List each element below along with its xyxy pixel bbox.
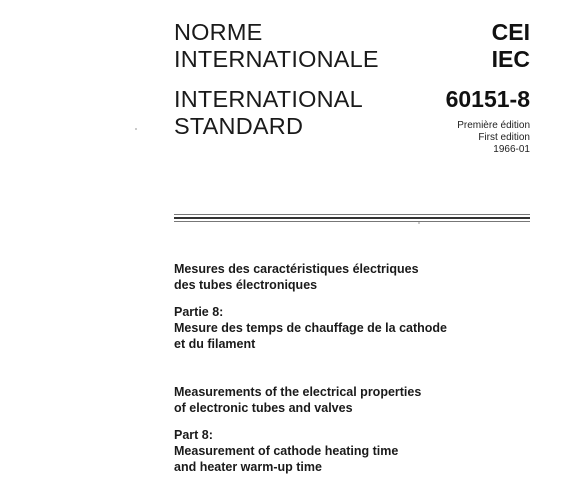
en-part-title-2: and heater warm-up time (174, 460, 322, 474)
edition-en: First edition (478, 132, 530, 143)
en-part-title-1: Measurement of cathode heating time (174, 444, 399, 458)
en-title-line-2: STANDARD (174, 113, 304, 139)
fr-title-line-2: INTERNATIONALE (174, 46, 379, 72)
fr-part-label: Partie 8: (174, 305, 224, 319)
scan-speck (418, 222, 420, 224)
fr-title-line-1: NORME (174, 19, 263, 45)
code-iec: IEC (491, 46, 530, 72)
divider-rule-bottom (174, 221, 530, 222)
edition-date: 1966-01 (493, 144, 530, 155)
code-cei: CEI (491, 19, 530, 45)
fr-part-title-1: Mesure des temps de chauffage de la cathode (174, 321, 447, 335)
en-part-label: Part 8: (174, 428, 213, 442)
en-title-text-2: of electronic tubes and valves (174, 401, 353, 415)
scan-speck (135, 128, 137, 130)
edition-fr: Première édition (457, 120, 530, 131)
fr-title-text-1: Mesures des caractéristiques électriques (174, 262, 419, 276)
divider-rule-top (174, 214, 530, 215)
fr-title-text-2: des tubes électroniques (174, 278, 318, 292)
en-title-line-1: INTERNATIONAL (174, 86, 363, 112)
standard-number: 60151-8 (445, 86, 530, 112)
divider-rule-middle (174, 217, 530, 219)
en-title-text-1: Measurements of the electrical properties (174, 385, 422, 399)
fr-part-title-2: et du filament (174, 337, 256, 351)
